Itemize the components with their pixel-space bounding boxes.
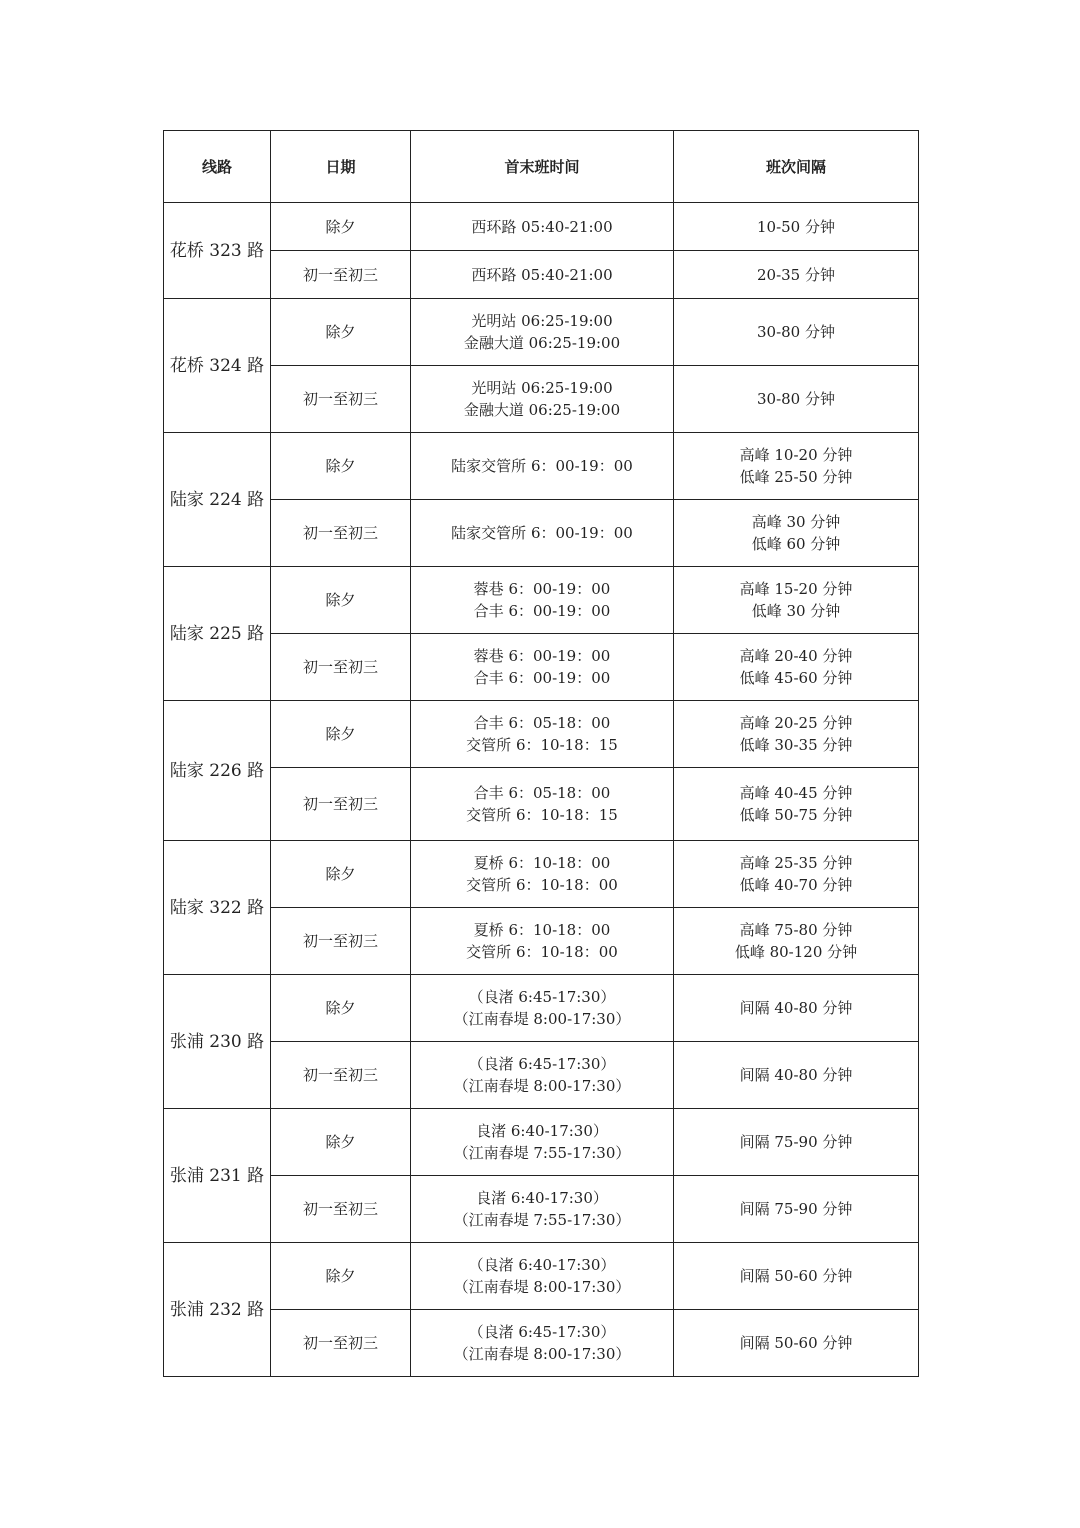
date-cell: 初一至初三 bbox=[271, 366, 411, 433]
time-line: 西环路 05:40-21:00 bbox=[471, 217, 613, 236]
time-line: 陆家交管所 6：00-19：00 bbox=[451, 524, 633, 542]
time-line: （良渚 6:45-17:30） bbox=[468, 988, 616, 1006]
times-cell bbox=[411, 366, 674, 433]
interval-line: 高峰 30 分钟 bbox=[751, 513, 841, 531]
route-name-cell: 陆家 226 路 bbox=[164, 701, 271, 841]
interval-cell bbox=[674, 567, 919, 634]
interval-line: 高峰 25-35 分钟 bbox=[739, 854, 853, 872]
interval-cell bbox=[674, 975, 919, 1042]
table-row bbox=[164, 433, 919, 500]
header-times: 首末班时间 bbox=[411, 131, 674, 203]
times-cell bbox=[411, 251, 674, 299]
date-cell: 初一至初三 bbox=[271, 768, 411, 841]
interval-line: 低峰 25-50 分钟 bbox=[739, 468, 853, 486]
interval-line: 间隔 50-60 分钟 bbox=[739, 1334, 853, 1352]
time-line: 蓉巷 6：00-19：00 bbox=[473, 647, 611, 665]
interval-line: 间隔 75-90 分钟 bbox=[739, 1200, 853, 1218]
times-cell bbox=[411, 841, 674, 908]
interval-line: 低峰 45-60 分钟 bbox=[739, 669, 853, 687]
table-row bbox=[164, 567, 919, 634]
interval-line: 20-35 分钟 bbox=[756, 265, 835, 284]
time-line: 光明站 06:25-19:00 bbox=[471, 379, 613, 397]
interval-line: 高峰 15-20 分钟 bbox=[739, 580, 853, 598]
interval-line: 高峰 40-45 分钟 bbox=[739, 784, 853, 802]
time-line: （江南春堤 8:00-17:30） bbox=[453, 1345, 631, 1363]
time-line: （良渚 6:40-17:30） bbox=[468, 1256, 616, 1274]
times-cell bbox=[411, 567, 674, 634]
times-cell bbox=[411, 1310, 674, 1377]
date-cell: 初一至初三 bbox=[271, 1176, 411, 1243]
time-line: 交管所 6：10-18：15 bbox=[466, 806, 618, 824]
interval-line: 30-80 分钟 bbox=[756, 323, 835, 341]
time-line: 合丰 6：00-19：00 bbox=[473, 602, 611, 620]
interval-line: 高峰 10-20 分钟 bbox=[739, 446, 853, 464]
time-line: （江南春堤 8:00-17:30） bbox=[453, 1010, 631, 1028]
time-line: 合丰 6：05-18：00 bbox=[473, 784, 611, 802]
table-row bbox=[164, 1243, 919, 1310]
interval-line: 低峰 60 分钟 bbox=[751, 535, 841, 553]
interval-cell bbox=[674, 768, 919, 841]
time-line: 交管所 6：10-18：15 bbox=[466, 736, 618, 754]
interval-line: 低峰 40-70 分钟 bbox=[739, 876, 853, 894]
interval-cell bbox=[674, 634, 919, 701]
table-row bbox=[164, 701, 919, 768]
time-line: 蓉巷 6：00-19：00 bbox=[473, 580, 611, 598]
interval-cell bbox=[674, 1243, 919, 1310]
time-line: 西环路 05:40-21:00 bbox=[471, 265, 613, 284]
table-row bbox=[164, 203, 919, 251]
time-line: 合丰 6：05-18：00 bbox=[473, 714, 611, 732]
time-line: 陆家交管所 6：00-19：00 bbox=[451, 457, 633, 475]
interval-cell bbox=[674, 1176, 919, 1243]
date-cell: 除夕 bbox=[271, 567, 411, 634]
interval-cell bbox=[674, 701, 919, 768]
times-cell bbox=[411, 500, 674, 567]
route-name-cell: 陆家 225 路 bbox=[164, 567, 271, 701]
interval-cell bbox=[674, 908, 919, 975]
time-line: 交管所 6：10-18：00 bbox=[466, 876, 618, 894]
interval-line: 30-80 分钟 bbox=[756, 390, 835, 408]
times-cell bbox=[411, 908, 674, 975]
interval-cell bbox=[674, 1042, 919, 1109]
times-cell bbox=[411, 1176, 674, 1243]
times-cell bbox=[411, 1243, 674, 1310]
table-row bbox=[164, 366, 919, 433]
time-line: 夏桥 6：10-18：00 bbox=[473, 854, 611, 872]
interval-cell bbox=[674, 841, 919, 908]
table-row bbox=[164, 299, 919, 366]
date-cell: 初一至初三 bbox=[271, 251, 411, 299]
date-cell: 除夕 bbox=[271, 841, 411, 908]
time-line: 良渚 6:40-17:30） bbox=[476, 1122, 608, 1140]
interval-line: 间隔 40-80 分钟 bbox=[739, 1066, 853, 1084]
route-name-cell: 花桥 323 路 bbox=[164, 203, 271, 299]
time-line: （良渚 6:45-17:30） bbox=[468, 1055, 616, 1073]
table-row bbox=[164, 1109, 919, 1176]
date-cell: 初一至初三 bbox=[271, 1042, 411, 1109]
interval-cell bbox=[674, 203, 919, 251]
time-line: （江南春堤 7:55-17:30） bbox=[453, 1144, 631, 1162]
table-row bbox=[164, 1042, 919, 1109]
interval-cell bbox=[674, 1109, 919, 1176]
times-cell bbox=[411, 701, 674, 768]
interval-line: 低峰 80-120 分钟 bbox=[734, 943, 858, 961]
times-cell bbox=[411, 203, 674, 251]
interval-line: 10-50 分钟 bbox=[756, 217, 835, 236]
table-row bbox=[164, 768, 919, 841]
interval-line: 高峰 75-80 分钟 bbox=[739, 921, 853, 939]
time-line: 光明站 06:25-19:00 bbox=[471, 312, 613, 330]
date-cell: 初一至初三 bbox=[271, 634, 411, 701]
time-line: 良渚 6:40-17:30） bbox=[476, 1189, 608, 1207]
interval-line: 间隔 75-90 分钟 bbox=[739, 1133, 853, 1151]
times-cell bbox=[411, 975, 674, 1042]
date-cell: 除夕 bbox=[271, 203, 411, 251]
header-row bbox=[164, 131, 919, 203]
header-route: 线路 bbox=[164, 131, 271, 203]
times-cell bbox=[411, 634, 674, 701]
table-row bbox=[164, 975, 919, 1042]
date-cell: 除夕 bbox=[271, 701, 411, 768]
times-cell bbox=[411, 768, 674, 841]
interval-line: 低峰 30 分钟 bbox=[751, 602, 841, 620]
route-name-cell: 张浦 232 路 bbox=[164, 1243, 271, 1377]
time-line: 金融大道 06:25-19:00 bbox=[463, 401, 621, 419]
interval-cell bbox=[674, 366, 919, 433]
date-cell: 初一至初三 bbox=[271, 908, 411, 975]
table-row bbox=[164, 1176, 919, 1243]
times-cell bbox=[411, 1109, 674, 1176]
date-cell: 初一至初三 bbox=[271, 500, 411, 567]
route-name-cell: 花桥 324 路 bbox=[164, 299, 271, 433]
date-cell: 除夕 bbox=[271, 1243, 411, 1310]
time-line: （江南春堤 7:55-17:30） bbox=[453, 1211, 631, 1229]
header-interval: 班次间隔 bbox=[674, 131, 919, 203]
date-cell: 除夕 bbox=[271, 975, 411, 1042]
times-cell bbox=[411, 299, 674, 366]
time-line: 交管所 6：10-18：00 bbox=[466, 943, 618, 961]
schedule-body bbox=[164, 203, 919, 1377]
interval-cell bbox=[674, 500, 919, 567]
route-name-cell: 张浦 231 路 bbox=[164, 1109, 271, 1243]
interval-line: 低峰 30-35 分钟 bbox=[739, 736, 853, 754]
table-row bbox=[164, 251, 919, 299]
times-cell bbox=[411, 433, 674, 500]
route-name-cell: 陆家 322 路 bbox=[164, 841, 271, 975]
interval-cell bbox=[674, 433, 919, 500]
interval-cell bbox=[674, 299, 919, 366]
date-cell: 除夕 bbox=[271, 1109, 411, 1176]
table-row bbox=[164, 908, 919, 975]
interval-line: 低峰 50-75 分钟 bbox=[739, 806, 853, 824]
time-line: （良渚 6:45-17:30） bbox=[468, 1323, 616, 1341]
interval-cell bbox=[674, 251, 919, 299]
interval-line: 间隔 50-60 分钟 bbox=[739, 1267, 853, 1285]
date-cell: 除夕 bbox=[271, 433, 411, 500]
time-line: 合丰 6：00-19：00 bbox=[473, 669, 611, 687]
interval-line: 间隔 40-80 分钟 bbox=[739, 999, 853, 1017]
table-row bbox=[164, 500, 919, 567]
time-line: （江南春堤 8:00-17:30） bbox=[453, 1077, 631, 1095]
times-cell bbox=[411, 1042, 674, 1109]
interval-line: 高峰 20-40 分钟 bbox=[739, 647, 853, 665]
interval-line: 高峰 20-25 分钟 bbox=[739, 714, 853, 732]
route-name-cell: 张浦 230 路 bbox=[164, 975, 271, 1109]
time-line: （江南春堤 8:00-17:30） bbox=[453, 1278, 631, 1296]
table-row bbox=[164, 634, 919, 701]
time-line: 金融大道 06:25-19:00 bbox=[463, 334, 621, 352]
date-cell: 除夕 bbox=[271, 299, 411, 366]
table-row bbox=[164, 841, 919, 908]
table-row bbox=[164, 1310, 919, 1377]
route-name-cell: 陆家 224 路 bbox=[164, 433, 271, 567]
interval-cell bbox=[674, 1310, 919, 1377]
header-date: 日期 bbox=[271, 131, 411, 203]
date-cell: 初一至初三 bbox=[271, 1310, 411, 1377]
schedule-table bbox=[163, 130, 919, 1377]
time-line: 夏桥 6：10-18：00 bbox=[473, 921, 611, 939]
